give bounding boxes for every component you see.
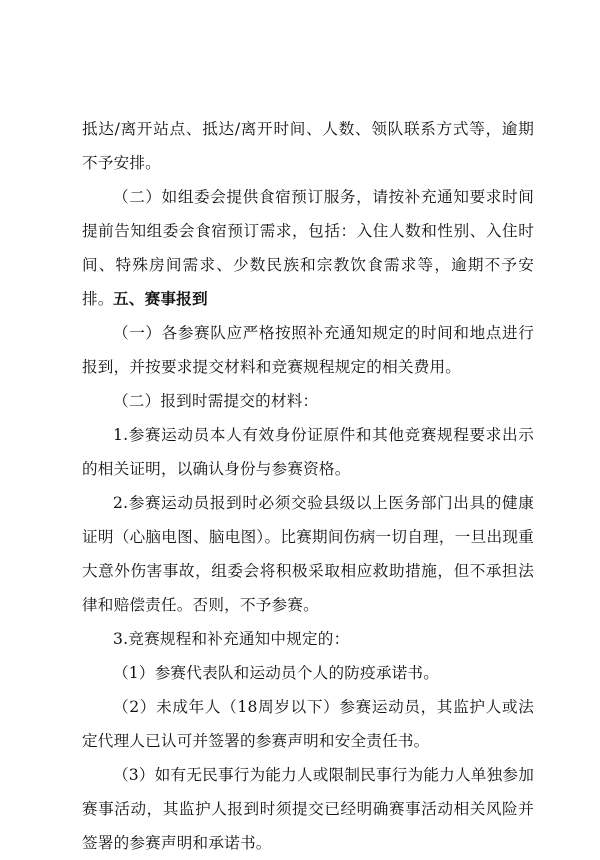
paragraph-arrival-info: 抵达/离开站点、抵达/离开时间、人数、领队联系方式等，逾期不予安排。 bbox=[82, 120, 534, 172]
sub-item-epidemic-pledge: （1）参赛代表队和运动员个人的防疫承诺书。 bbox=[113, 664, 439, 682]
list-item-id-documents: 1.参赛运动员本人有效身份证原件和其他竞赛规程要求出示的相关证明，以确认身份与参赛资格。 bbox=[82, 426, 534, 478]
paragraph-lodging-booking: （二）如组委会提供食宿预订服务，请按补充通知要求时间提前告知组委会食宿预订需求，包括：入住人数和性别、入住时间、特殊房间需求、少数民族和宗教饮食需求等，逾期不予安排。 bbox=[82, 188, 534, 308]
paragraph-required-materials: （二）报到时需提交的材料： bbox=[113, 392, 319, 410]
sub-item-minor-athletes: （2）未成年人（18周岁以下）参赛运动员，其监护人或法定代理人已认可并签署的参赛声明和安全责任书。 bbox=[82, 698, 534, 750]
section-heading-registration: 五、赛事报到 bbox=[113, 290, 208, 308]
sub-item-guardian-declaration: （3）如有无民事行为能力人或限制民事行为能力人单独参加赛事活动，其监护人报到时须提交已经明确赛事活动相关风险并签署的参赛声明和承诺书。 bbox=[82, 766, 534, 852]
list-item-competition-rules: 3.竞赛规程和补充通知中规定的： bbox=[113, 630, 350, 648]
paragraph-registration-rules: （一）各参赛队应严格按照补充通知规定的时间和地点进行报到，并按要求提交材料和竞赛规程规定的相关费用。 bbox=[82, 324, 534, 376]
list-item-health-certificate: 2.参赛运动员报到时必须交验县级以上医务部门出具的健康证明（心脑电图、脑电图）。比赛期间伤病一切自理，一旦出现重大意外伤害事故，组委会将积极采取相应救助措施，但不承担法律和赔偿责任。否则，不予参赛。 bbox=[82, 494, 534, 614]
